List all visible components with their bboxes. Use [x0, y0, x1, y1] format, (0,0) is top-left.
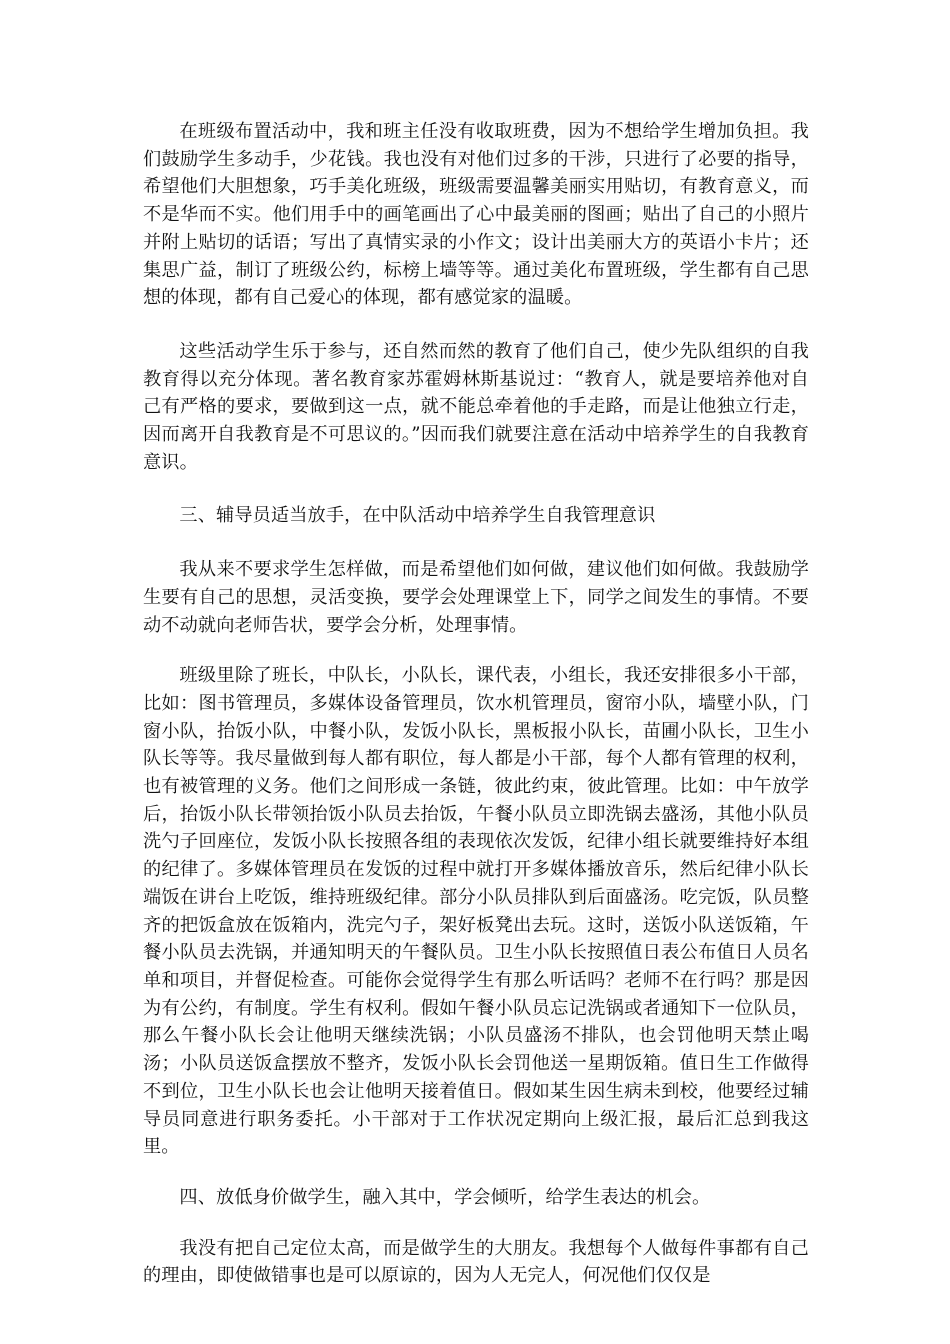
paragraph-class-cadres: 班级里除了班长，中队长，小队长，课代表，小组长，我还安排很多小干部，比如：图书管理员，多媒体设备管理员，饮水机管理员，窗帘小队，墙壁小队，门窗小队，抬饭小队，中餐小队，发饭小队长，黑板报小队长，苗圃小队长，卫生小队长等等。我尽量做到每人都有职位，每人都是小干部，每个人都有管理的权利，也有被管理的义务。他们之间形成一条链，彼此约束，彼此管理。比如：中午放学后，抬饭小队长带领抬饭小队员去抬饭，午餐小队员立即洗锅去盛汤，其他小队员洗勺子回座位，发饭小队长按照各组的表现依次发饭，纪律小组长就要维持好本组的纪律了。多媒体管理员在发饭的过程中就打开多媒体播放音乐，然后纪律小队长端饭在讲台上吃饭，维持班级纪律。部分小队员排队到后面盛汤。吃完饭，队员整齐的把饭盒放在饭箱内，洗完勺子，架好板凳出去玩。这时，送饭小队送饭箱，午餐小队员去洗锅，并通知明天的午餐队员。卫生小队长按照值日表公布值日人员名单和项目，并督促检查。可能你会觉得学生有那么听话吗？老师不在行吗？那是因为有公约，有制度。学生有权利。假如午餐小队员忘记洗锅或者通知下一位队员，那么午餐小队长会让他明天继续洗锅；小队员盛汤不排队，也会罚他明天禁止喝汤；小队员送饭盒摆放不整齐，发饭小队长会罚他送一星期饭箱。值日生工作做得不到位，卫生小队长也会让他明天接着值日。假如某生因生病未到校，他要经过辅导员同意进行职务委托。小干部对于工作状况定期向上级汇报，最后汇总到我这里。 — [143, 665, 809, 1158]
paragraph-big-friend: 我没有把自己定位太高，而是做学生的大朋友。我想每个人做每件事都有自己的理由，即使做错事也是可以原谅的，因为人无完人，何况他们仅仅是 — [143, 1237, 809, 1287]
paragraph-spacer — [143, 312, 809, 338]
paragraph-spacer — [143, 476, 809, 502]
document-page — [143, 118, 809, 1290]
section-heading-four: 四、放低身价做学生，融入其中，学会倾听，给学生表达的机会。 — [179, 1186, 711, 1208]
paragraph-self-education: 这些活动学生乐于参与，还自然而然的教育了他们自己，使少先队组织的自我教育得以充分体现。著名教育家苏霍姆林斯基说过：“教育人，就是要培养他对自己有严格的要求，要做到这一点，就不能总牵着他的手走路，而是让他独立行走，因而离开自我教育是不可思议的。”因而我们就要注意在活动中培养学生的自我教育意识。 — [143, 340, 809, 473]
paragraph-student-thinking: 我从来不要求学生怎样做，而是希望他们如何做，建议他们如何做。我鼓励学生要有自己的思想，灵活变换，要学会处理课堂上下，同学之间发生的事情。不要动不动就向老师告状，要学会分析，处理事情。 — [143, 559, 809, 636]
paragraph-classroom-decoration: 在班级布置活动中，我和班主任没有收取班费，因为不想给学生增加负担。我们鼓励学生多动手，少花钱。我也没有对他们过多的干涉，只进行了必要的指导，希望他们大胆想象，巧手美化班级，班级需要温馨美丽实用贴切，有教育意义，而不是华而不实。他们用手中的画笔画出了心中最美丽的图画；贴出了自己的小照片并附上贴切的话语；写出了真情实录的小作文；设计出美丽大方的英语小卡片；还集思广益，制订了班级公约，标榜上墙等等。通过美化布置班级，学生都有自己思想的体现，都有自己爱心的体现，都有感觉家的温暖。 — [143, 121, 809, 309]
section-heading-three: 三、辅导员适当放手，在中队活动中培养学生自我管理意识 — [179, 505, 656, 527]
paragraph-spacer — [143, 1161, 809, 1184]
paragraph-spacer — [143, 1212, 809, 1235]
paragraph-spacer — [143, 530, 809, 556]
paragraph-spacer — [143, 639, 809, 662]
